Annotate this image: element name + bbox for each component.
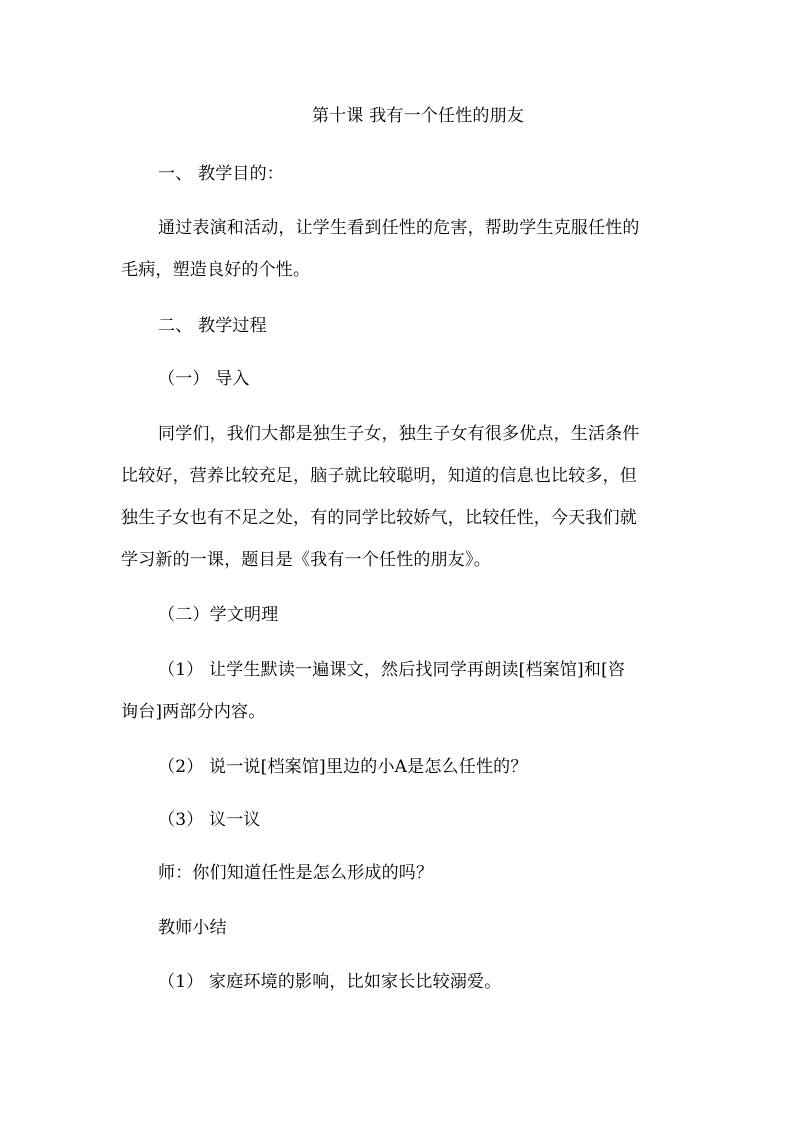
subheading-introduction: （一） 导入 — [158, 369, 250, 389]
lesson-title: 第十课 我有一个任性的朋友 — [311, 106, 524, 126]
subheading-study: （二）学文明理 — [158, 605, 279, 625]
summary-heading: 教师小结 — [158, 918, 227, 938]
goals-paragraph-line: 通过表演和活动，让学生看到任性的危害，帮助学生克服任性的 — [158, 218, 640, 238]
intro-paragraph-line: 比较好，营养比较充足，脑子就比较聪明，知道的信息也比较多，但 — [121, 466, 637, 486]
step-3: （3） 议一议 — [158, 810, 261, 830]
summary-item-1: （1） 家庭环境的影响，比如家长比较溺爱。 — [158, 972, 502, 992]
teacher-question: 师：你们知道任性是怎么形成的吗？ — [158, 863, 434, 883]
heading-teaching-process: 二、 教学过程 — [158, 316, 267, 336]
intro-paragraph-line: 同学们，我们大都是独生子女，独生子女有很多优点，生活条件 — [158, 424, 640, 444]
intro-paragraph-line: 独生子女也有不足之处，有的同学比较娇气，比较任性，今天我们就 — [121, 508, 637, 528]
goals-paragraph-line: 毛病，塑造良好的个性。 — [121, 260, 311, 280]
step-1-line: （1） 让学生默读一遍课文，然后找同学再朗读[档案馆]和[咨 — [158, 660, 626, 680]
step-1-line: 询台]两部分内容。 — [121, 702, 266, 722]
heading-teaching-goals: 一、 教学目的： — [158, 164, 285, 184]
step-2: （2） 说一说[档案馆]里边的小A是怎么任性的？ — [158, 757, 528, 777]
intro-paragraph-line: 学习新的一课，题目是《我有一个任性的朋友》。 — [121, 550, 491, 570]
